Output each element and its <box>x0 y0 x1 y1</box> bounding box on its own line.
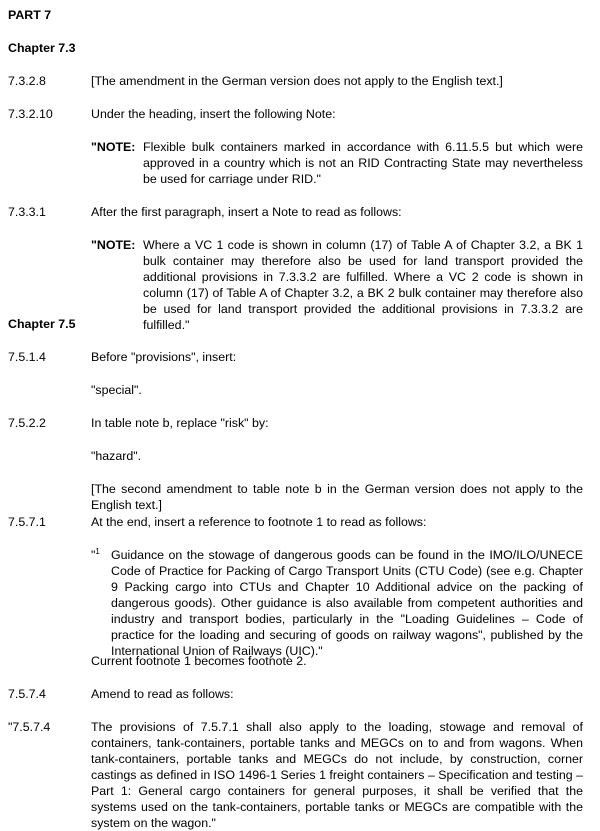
section-7-3-2-8-text: [The amendment in the German version does not apply to the English text.] <box>91 74 503 88</box>
section-7-3-2-10-number: 7.3.2.10 <box>8 107 53 121</box>
part-title: PART 7 <box>8 8 52 22</box>
note-label: "NOTE: <box>91 238 136 252</box>
section-7-5-1-4-insert: "special". <box>91 383 142 397</box>
section-7-5-2-2-instruction: In table note b, replace "risk" by: <box>91 416 269 430</box>
section-7-3-2-8-number: 7.3.2.8 <box>8 74 46 88</box>
section-7-3-2-10-instruction: Under the heading, insert the following Note: <box>91 107 336 121</box>
section-7-5-1-4-number: 7.5.1.4 <box>8 350 46 364</box>
section-7-5-7-4-new-text: The provisions of 7.5.7.1 shall also apply to the loading, stowage and removal of containers, tank-containers, portable tanks and MEGCs on to and from wagons. When tank-containers, portable tanks and MEGCs do not include, by construction, corner castings as defined in ISO 1496-1 Series 1 freight containers – Specification and testing – Part 1: General cargo containers for general purposes, it shall be verified that the systems used on the tank-containers, portable tanks or MEGCs are compatible with the system on the wagon." <box>91 720 583 830</box>
footnote-block <box>91 547 583 658</box>
section-7-5-1-4-instruction: Before "provisions", insert: <box>91 350 237 364</box>
section-7-5-7-4-number: 7.5.7.4 <box>8 687 46 701</box>
note-text: Flexible bulk containers marked in accordance with 6.11.5.5 but which were approved in a country which is not an RID Contracting State may nevertheless be used for carriage under RID." <box>143 140 583 186</box>
note-text: Where a VC 1 code is shown in column (17) of Table A of Chapter 3.2, a BK 1 bulk container may therefore also be used for land transport provided the additional provisions in 7.3.3.2 are fulfilled. Where a VC 2 code is shown in column (17) of Table A of Chapter 3.2, a BK 2 bulk container may therefore also be used for land transport provided the additional provisions in 7.3.3.2 are fulfilled." <box>143 238 583 332</box>
note-block-7-3-3-1 <box>91 237 583 332</box>
footnote-text: Guidance on the stowage of dangerous goods can be found in the IMO/ILO/UNECE Code of Practice for Packing of Cargo Transport Units (CTU Code) (see e.g. Chapter 9 Packing cargo into CTUs and Chapter 10 Additional advice on the packing of dangerous goods). Other guidance is also available from competent authorities and industry and transport bodies, particularly in the "Loading Guidelines – Code of practice for the loading and securing of goods on railway wagons", published by the International Union of Railways (UIC)." <box>111 548 583 658</box>
note-block-7-3-2-10 <box>91 139 583 187</box>
note-label: "NOTE: <box>91 140 136 154</box>
section-7-5-7-1-number: 7.5.7.1 <box>8 515 46 529</box>
section-7-5-2-2-remark: [The second amendment to table note b in the German version does not apply to the English text.] <box>91 482 583 512</box>
quoted-section-number: "7.5.7.4 <box>8 720 51 734</box>
section-7-5-2-2-number: 7.5.2.2 <box>8 416 46 430</box>
section-7-3-3-1-number: 7.3.3.1 <box>8 205 46 219</box>
section-7-5-2-2-insert: "hazard". <box>91 449 142 463</box>
chapter-7-5-heading: Chapter 7.5 <box>8 317 76 331</box>
chapter-7-3-heading: Chapter 7.3 <box>8 41 76 55</box>
section-7-3-3-1-instruction: After the first paragraph, insert a Note to read as follows: <box>91 205 402 219</box>
footnote-marker: "$^1$ <box>91 547 100 562</box>
section-7-5-7-1-instruction: At the end, insert a reference to footnote 1 to read as follows: <box>91 515 427 529</box>
section-7-5-7-4-instruction: Amend to read as follows: <box>91 687 234 701</box>
footnote-renumber-text: Current footnote 1 becomes footnote 2. <box>91 654 307 668</box>
